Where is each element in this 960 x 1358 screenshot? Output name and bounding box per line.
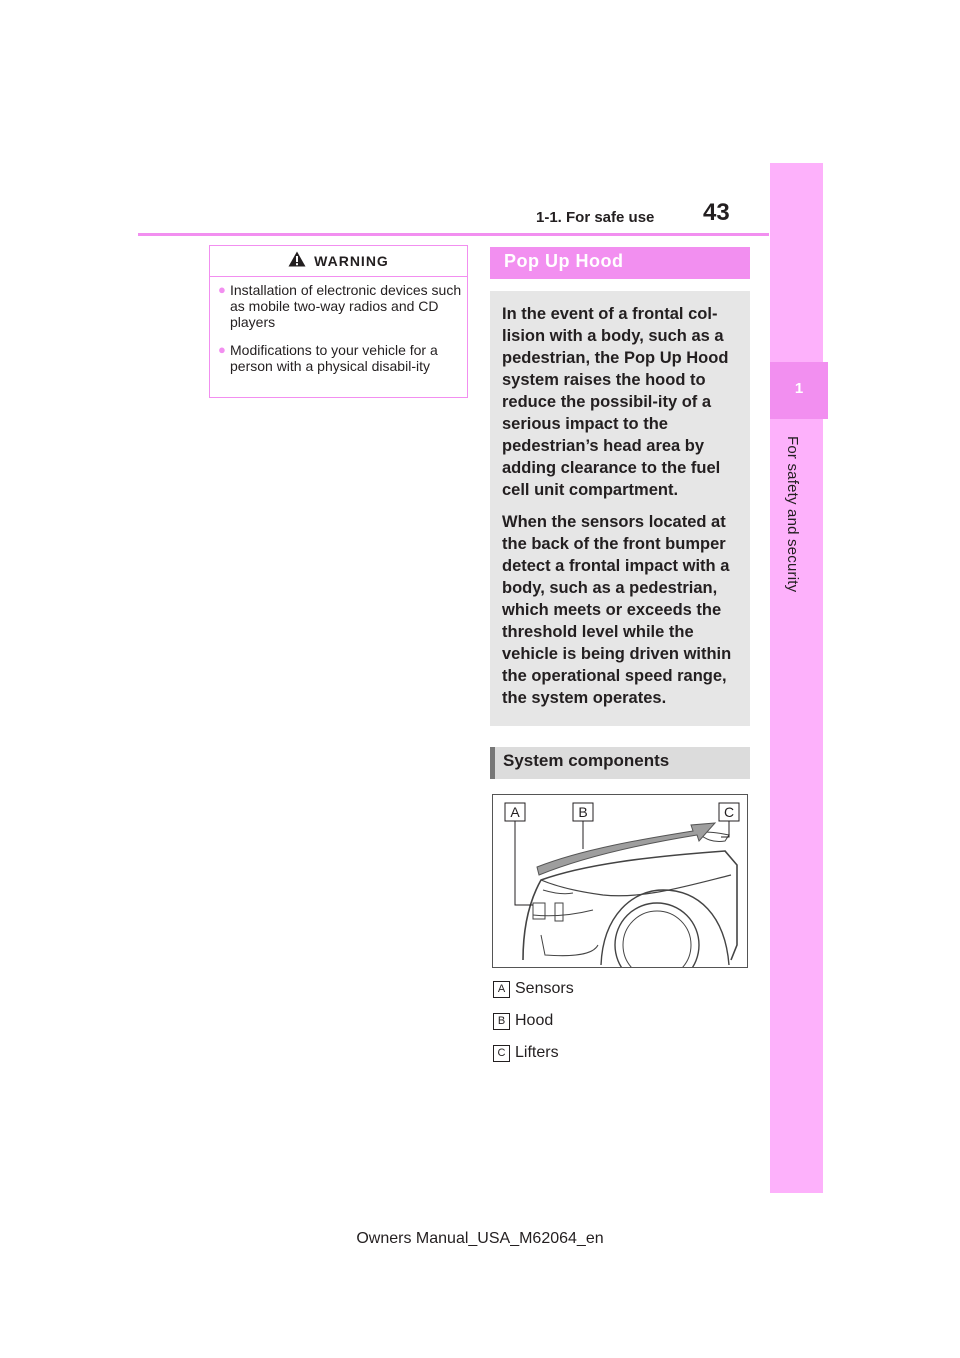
legend-item <box>493 1043 559 1063</box>
bullet-icon: ● <box>218 342 226 357</box>
warning-box <box>209 245 468 398</box>
warning-title: WARNING <box>314 253 389 269</box>
warning-item-text: Installation of electronic devices such as mobile two-way radios and CD players <box>230 282 462 330</box>
bullet-icon: ● <box>218 282 226 297</box>
pop-up-hood-heading: Pop Up Hood <box>490 247 750 279</box>
chapter-title: For safety and security <box>784 436 801 593</box>
chapter-number: 1 <box>794 380 804 397</box>
header-rule <box>138 233 769 236</box>
vehicle-front-illustration <box>493 795 748 968</box>
page-number: 43 <box>703 199 730 226</box>
legend-label: Sensors <box>515 980 574 997</box>
chapter-tab[interactable] <box>770 362 828 419</box>
summary-paragraph: When the sensors located at the back of the front bumper detect a frontal impact with a body, such as a pedestrian, which meets or exceeds the threshold level while the vehicle is being driven within the operational speed range, the system operates. <box>502 513 732 707</box>
diagram-label-b: B <box>578 804 588 820</box>
legend-item <box>493 979 574 999</box>
section-label: 1-1. For safe use <box>536 209 655 226</box>
warning-header <box>210 246 467 277</box>
legend-label: Lifters <box>515 1044 559 1061</box>
vehicle-diagram <box>492 794 748 968</box>
footer-text: Owners Manual_USA_M62064_en <box>356 1230 604 1247</box>
warning-triangle-icon <box>288 251 306 272</box>
diagram-label-a: A <box>510 804 520 820</box>
diagram-label-c: C <box>723 804 735 820</box>
legend-label: Hood <box>515 1012 554 1029</box>
side-tab <box>770 163 823 1193</box>
legend-item <box>493 1011 553 1031</box>
summary-paragraph: In the event of a frontal col-lision with a body, such as a pedestrian, the Pop Up Hood system raises the hood to reduce the possibil-ity of a serious impact to the pedestrian’s head area by adding clearance to the fuel cell unit compartment. <box>502 305 729 499</box>
pop-up-hood-summary <box>490 291 750 726</box>
warning-item <box>218 282 463 330</box>
legend-key-box: C <box>493 1045 510 1062</box>
legend-key-box: B <box>493 1013 510 1030</box>
legend-key-box: A <box>493 981 510 998</box>
warning-item-text: Modifications to your vehicle for a person with a physical disabil-ity <box>230 342 438 374</box>
warning-item <box>218 342 463 374</box>
system-components-heading: System components <box>490 747 750 779</box>
